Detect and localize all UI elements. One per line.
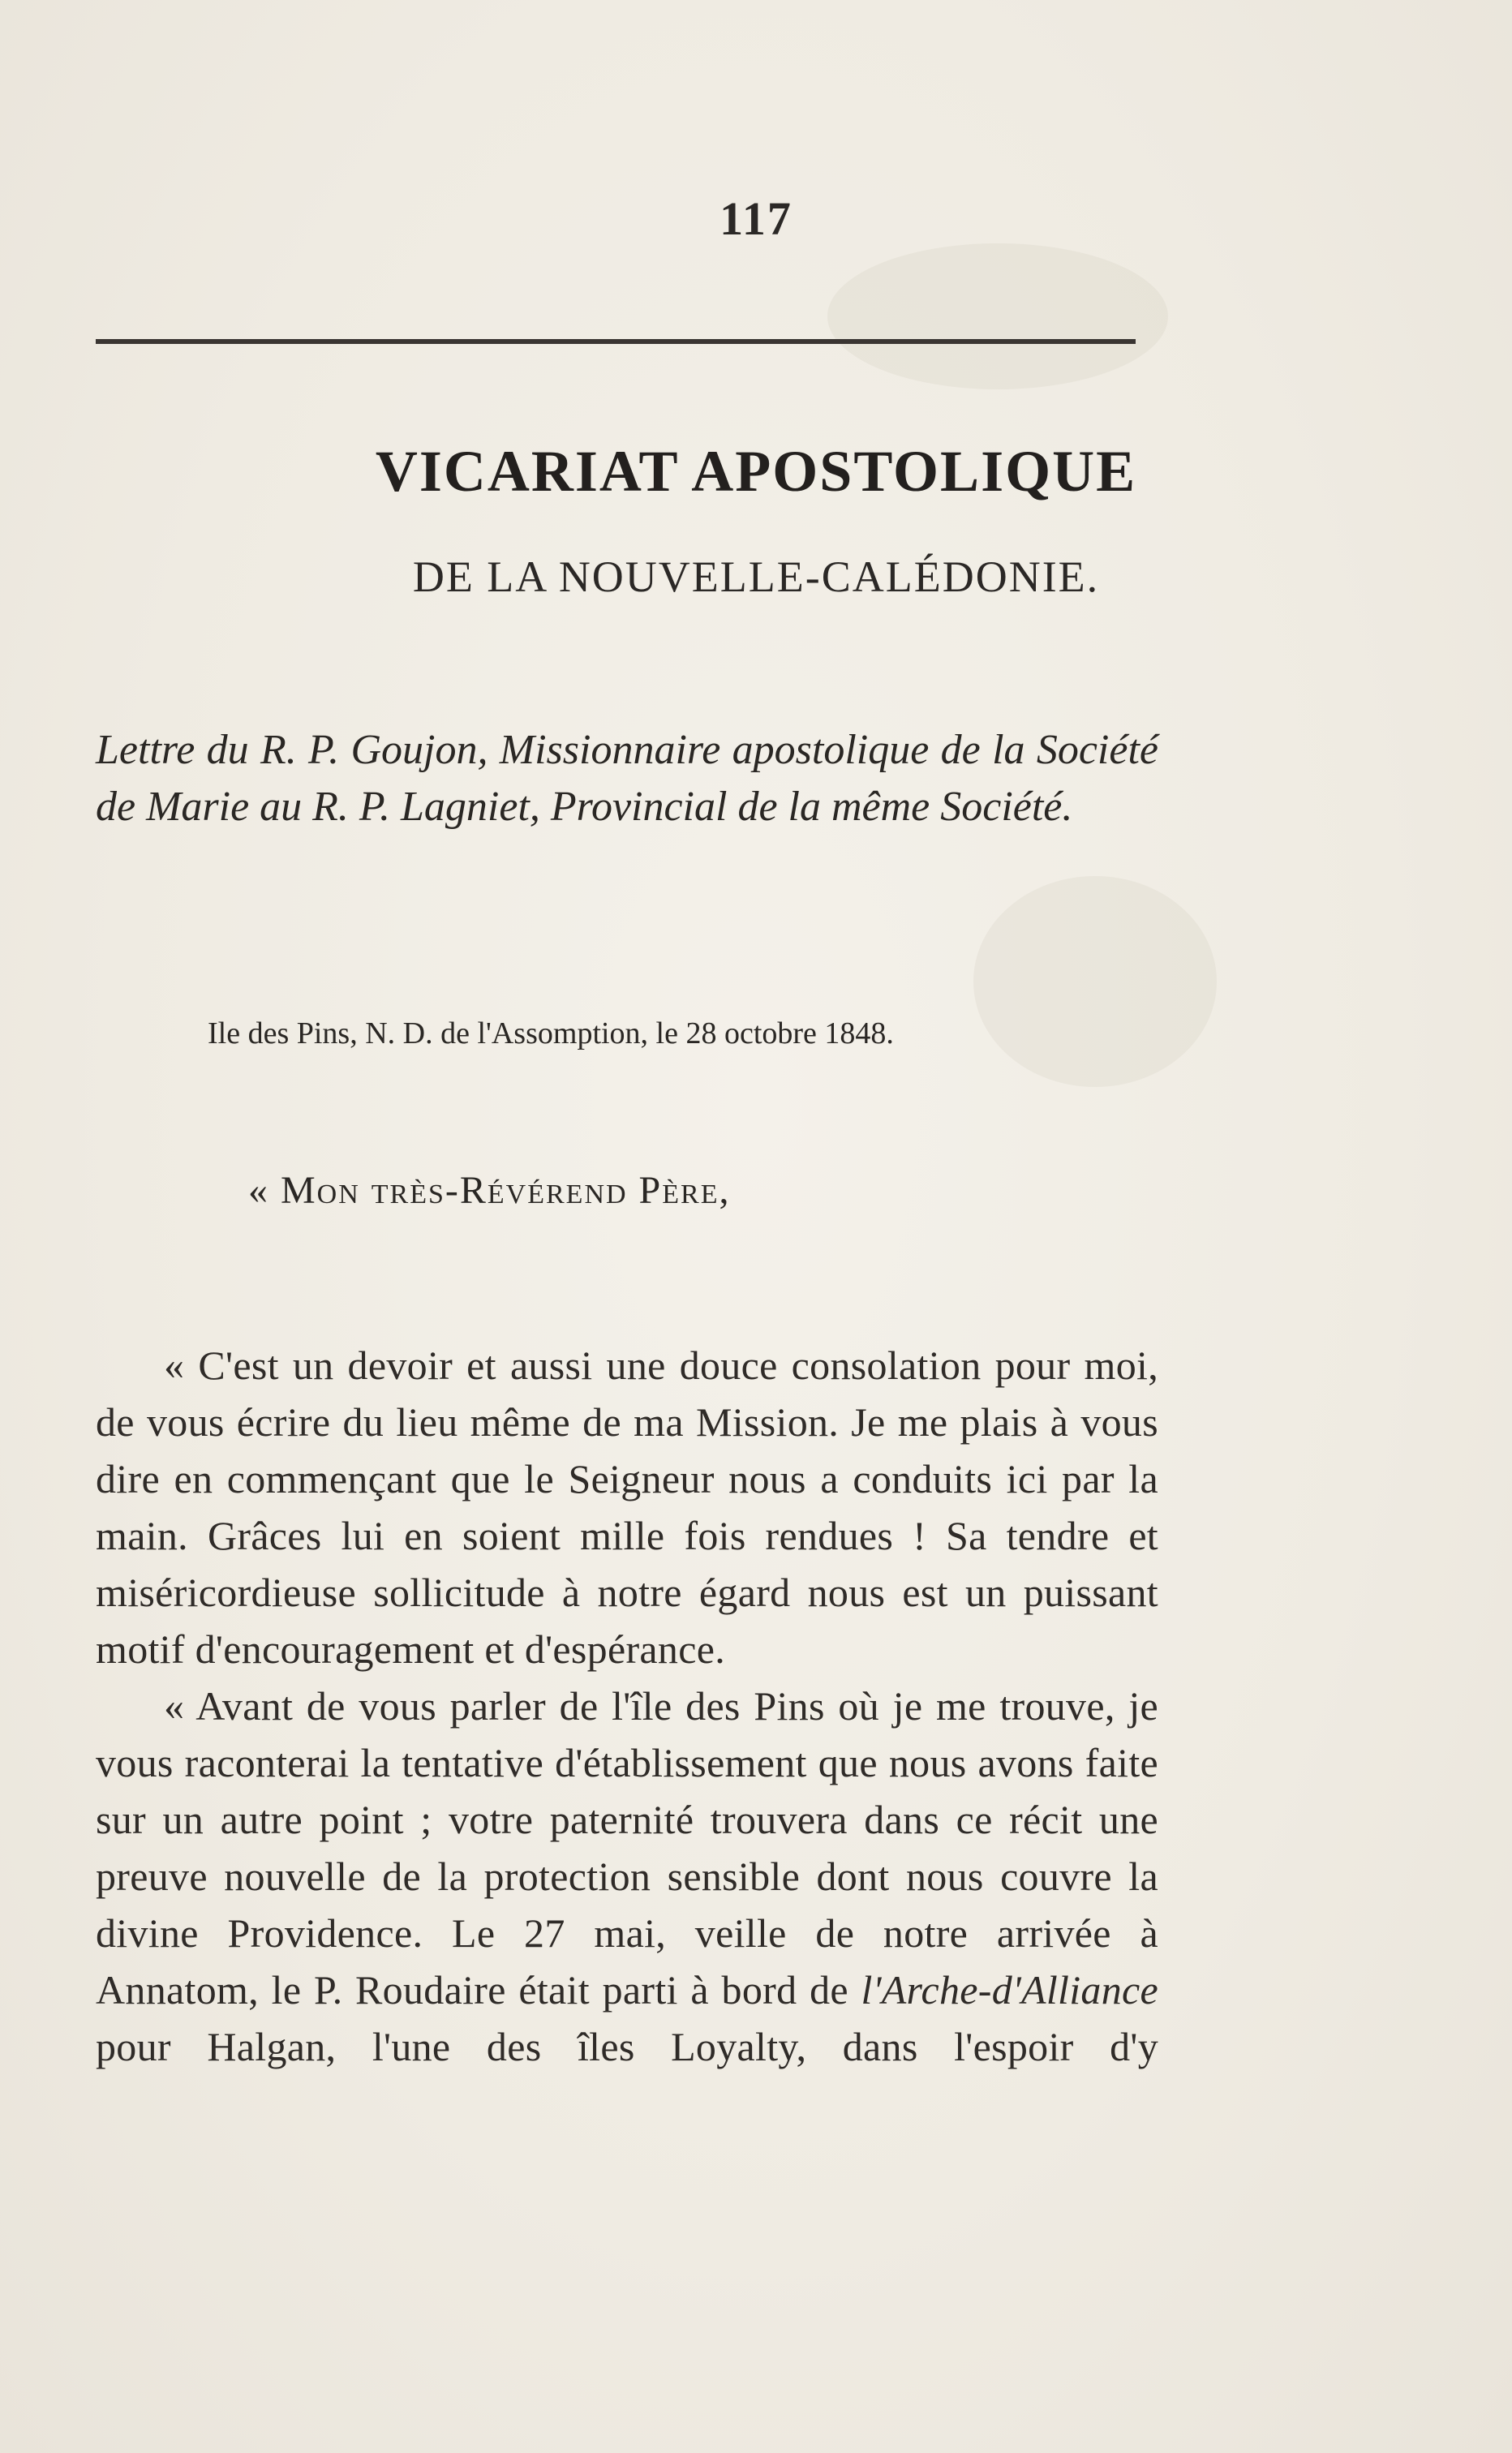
- body-paragraph: « C'est un devoir et aussi une douce consolation pour moi, de vous écrire du lieu même de ma Mission. Je me plais à vous dire en commençant que le Seigneur nous a conduits ici par la main. Grâces lui en soient mille fois rendues ! Sa tendre et miséricordieuse sollicitude à notre égard nous est un puissant motif d'encouragement et d'espérance.: [96, 1342, 1158, 1672]
- dateline: Ile des Pins, N. D. de l'Assomption, le 28 octobre 1848.: [208, 1016, 894, 1050]
- salutation: [248, 1168, 1222, 1213]
- paper-stain: [973, 876, 1217, 1087]
- body-paragraph: [96, 1678, 1158, 2075]
- paper-stain: [827, 243, 1168, 389]
- section-subtitle: DE LA NOUVELLE-CALÉDONIE.: [412, 552, 1100, 601]
- letter-heading: Lettre du R. P. Goujon, Missionnaire apostolique de la Société de Marie au R. P. Lagniet, Provincial de la même Société.: [96, 727, 1158, 830]
- salutation-open-quote: «: [248, 1169, 281, 1212]
- page-number: 117: [719, 192, 793, 245]
- ship-name: l'Arche-d'Alliance: [861, 1967, 1158, 2013]
- paragraph-text: « Avant de vous parler de l'île des Pins où je me trouve, je vous raconterai la tentative d'établissement que nous avons faite sur un autre point ; votre paternité trouvera dans ce récit une preuve nouvelle de la protection sensible dont nous couvre la divine Providence. Le 27 mai, veille de notre arrivée à Annatom, le P. Roudaire était parti à bord de: [96, 1683, 1158, 2013]
- paragraph-text: pour Halgan, l'une des îles Loyalty, dans l'espoir d'y: [96, 2024, 1158, 2069]
- salutation-words: Mon très-Révérend Père,: [281, 1169, 731, 1212]
- section-title: VICARIAT APOSTOLIQUE: [375, 439, 1137, 504]
- letter-body: [96, 1337, 1158, 2075]
- header-rule: [96, 339, 1136, 344]
